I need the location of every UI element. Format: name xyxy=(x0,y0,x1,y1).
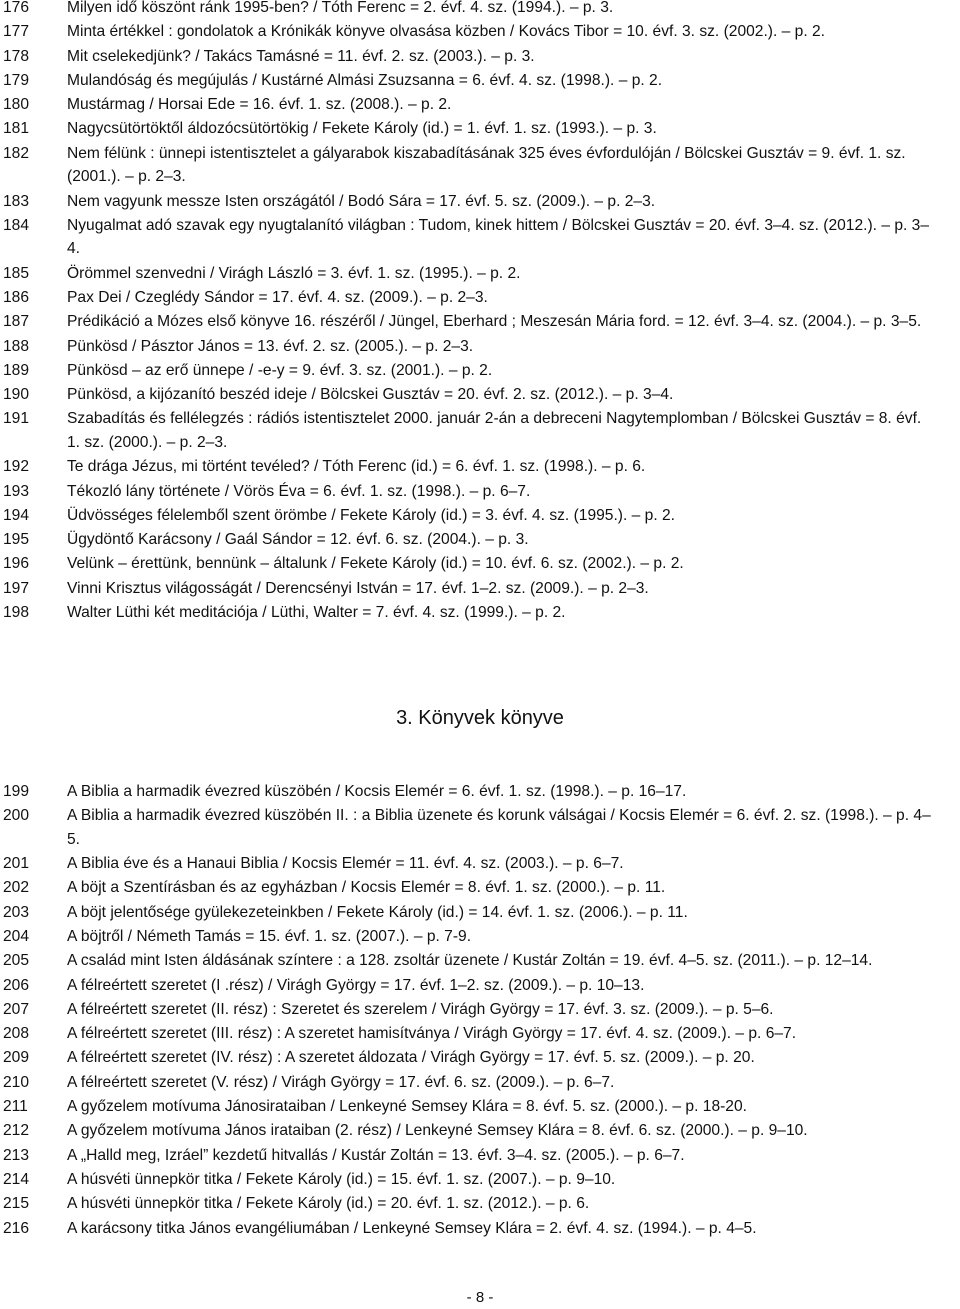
list-item xyxy=(0,214,960,261)
entry-number: 201 xyxy=(3,855,30,873)
entry-text: Nem vagyunk messze Isten országától / Bodó Sára = 17. évf. 5. sz. (2009.). – p. 2–3. xyxy=(67,192,656,210)
entry-text: A böjt a Szentírásban és az egyházban / Kocsis Elemér = 8. évf. 1. sz. (2000.). – p. 11. xyxy=(67,879,666,897)
entry-number: 196 xyxy=(3,555,30,573)
entry-number: 210 xyxy=(3,1073,30,1091)
list-item xyxy=(0,1095,960,1119)
entry-number: 212 xyxy=(3,1122,30,1140)
entry-number: 213 xyxy=(3,1146,30,1164)
list-item xyxy=(0,804,960,851)
entry-text: A böjtről / Németh Tamás = 15. évf. 1. sz. (2007.). – p. 7-9. xyxy=(67,927,472,945)
entry-text: Minta értékkel : gondolatok a Krónikák könyve olvasása közben / Kovács Tibor = 10. évf. 3. sz. (2002.). – p. 2. xyxy=(67,23,826,41)
entry-text: Örömmel szenvedni / Virágh László = 3. évf. 1. sz. (1995.). – p. 2. xyxy=(67,264,521,282)
entry-text: Nagycsütörtöktől áldozócsütörtökig / Fekete Károly (id.) = 1. évf. 1. sz. (1993.). – p. 3. xyxy=(67,120,657,138)
entry-number: 204 xyxy=(3,927,30,945)
entry-number: 200 xyxy=(3,807,30,825)
list-item xyxy=(0,1168,960,1192)
entry-text: A Biblia a harmadik évezred küszöbén II. : a Biblia üzenete és korunk válságai / Kocsis Elemér = 6. évf. 2. sz. (1998.). – p. 4–5. xyxy=(67,807,931,848)
entry-number: 205 xyxy=(3,952,30,970)
list-item xyxy=(0,480,960,504)
entry-number: 176 xyxy=(3,0,30,16)
entry-text: Pünkösd, a kijózanító beszéd ideje / Bölcskei Gusztáv = 20. évf. 2. sz. (2012.). – p. 3–4. xyxy=(67,386,674,404)
entry-text: Velünk – érettünk, bennünk – általunk / Fekete Károly (id.) = 10. évf. 6. sz. (2002.). – p. 2. xyxy=(67,555,684,573)
entry-number: 211 xyxy=(3,1098,28,1116)
list-item xyxy=(0,455,960,479)
entry-text: Vinni Krisztus világosságát / Derencsényi István = 17. évf. 1–2. sz. (2009.). – p. 2–3. xyxy=(67,579,649,597)
entry-text: Te drága Jézus, mi történt tevéled? / Tóth Ferenc (id.) = 6. évf. 1. sz. (1998.). – p. 6. xyxy=(67,458,646,476)
entry-text: A győzelem motívuma Jánosirataiban / Lenkeyné Semsey Klára = 8. évf. 5. sz. (2000.). – p. 18-20. xyxy=(67,1098,747,1116)
entry-number: 178 xyxy=(3,47,30,65)
entry-text: Nyugalmat adó szavak egy nyugtalanító világban : Tudom, kinek hittem / Bölcskei Gusztáv = 20. évf. 3–4. sz. (2012.). – p. 3–4. xyxy=(67,216,930,258)
entry-number: 193 xyxy=(3,482,30,500)
list-item xyxy=(0,69,960,93)
entry-text: Prédikáció a Mózes első könyve 16. részéről / Jüngel, Eberhard ; Meszesán Mária ford. = 12. évf. 3–4. sz. (2004.). – p. 3–5. xyxy=(67,313,922,331)
list-item xyxy=(0,310,960,334)
list-item xyxy=(0,93,960,117)
list-item xyxy=(0,1071,960,1095)
list-item xyxy=(0,45,960,69)
list-item xyxy=(0,974,960,998)
entry-number: 187 xyxy=(3,313,30,331)
entry-number: 182 xyxy=(3,144,30,162)
entry-text: A félreértett szeretet (V. rész) / Virágh György = 17. évf. 6. sz. (2009.). – p. 6–7. xyxy=(67,1073,615,1091)
entry-number: 194 xyxy=(3,506,30,524)
list-item xyxy=(0,925,960,949)
entry-number: 186 xyxy=(3,288,30,306)
entry-text: Pax Dei / Czeglédy Sándor = 17. évf. 4. sz. (2009.). – p. 2–3. xyxy=(67,288,488,306)
list-item xyxy=(0,262,960,286)
list-item xyxy=(0,359,960,383)
entry-text: Mulandóság és megújulás / Kustárné Almási Zsuzsanna = 6. évf. 4. sz. (1998.). – p. 2. xyxy=(67,71,663,89)
entry-number: 181 xyxy=(3,120,30,138)
entry-text: Mustármag / Horsai Ede = 16. évf. 1. sz. (2008.). – p. 2. xyxy=(67,96,452,114)
entry-text: Üdvösséges félelemből szent örömbe / Fekete Károly (id.) = 3. évf. 4. sz. (1995.). – p. 2. xyxy=(67,506,676,524)
entry-text: Walter Lüthi két meditációja / Lüthi, Walter = 7. évf. 4. sz. (1999.). – p. 2. xyxy=(67,604,566,622)
entry-text: A böjt jelentősége gyülekezeteinkben / Fekete Károly (id.) = 14. évf. 1. sz. (2006.). – p. 11. xyxy=(67,903,688,921)
list-item xyxy=(0,1192,960,1216)
entry-number: 209 xyxy=(3,1049,30,1067)
list-item xyxy=(0,1046,960,1070)
list-item xyxy=(0,1119,960,1143)
list-item xyxy=(0,383,960,407)
entry-text: A húsvéti ünnepkör titka / Fekete Károly (id.) = 15. évf. 1. sz. (2007.). – p. 9–10. xyxy=(67,1170,616,1188)
list-item xyxy=(0,876,960,900)
entry-text: A félreértett szeretet (II. rész) : Szeretet és szerelem / Virágh György = 17. évf. 3. sz. (2009.). – p. 5–6. xyxy=(67,1000,774,1018)
entry-text: A karácsony titka János evangéliumában / Lenkeyné Semsey Klára = 2. évf. 4. sz. (1994.). – p. 4–5. xyxy=(67,1219,757,1237)
list-item xyxy=(0,20,960,44)
list-item xyxy=(0,949,960,973)
entry-text: Milyen idő köszönt ránk 1995-ben? / Tóth Ferenc = 2. évf. 4. sz. (1994.). – p. 3. xyxy=(67,0,614,16)
entry-text: A félreértett szeretet (IV. rész) : A szeretet áldozata / Virágh György = 17. évf. 5. sz. (2009.). – p. 20. xyxy=(67,1049,755,1067)
entry-number: 202 xyxy=(3,879,30,897)
entry-text: Pünkösd / Pásztor János = 13. évf. 2. sz. (2005.). – p. 2–3. xyxy=(67,337,474,355)
entry-number: 203 xyxy=(3,903,30,921)
entry-text: Pünkösd – az erő ünnepe / -e-y = 9. évf. 3. sz. (2001.). – p. 2. xyxy=(67,361,493,379)
bibliography-list-section-3 xyxy=(0,780,960,1241)
entry-number: 208 xyxy=(3,1025,30,1043)
entry-text: A félreértett szeretet (III. rész) : A szeretet hamisítványa / Virágh György = 17. évf. 4. sz. (2009.). – p. 6–7. xyxy=(67,1025,797,1043)
entry-number: 215 xyxy=(3,1195,30,1213)
list-item xyxy=(0,780,960,804)
entry-number: 185 xyxy=(3,264,30,282)
list-item xyxy=(0,117,960,141)
list-item xyxy=(0,504,960,528)
entry-text: A húsvéti ünnepkör titka / Fekete Károly (id.) = 20. évf. 1. sz. (2012.). – p. 6. xyxy=(67,1195,590,1213)
entry-number: 184 xyxy=(3,216,30,234)
entry-number: 216 xyxy=(3,1219,30,1237)
entry-number: 189 xyxy=(3,361,30,379)
list-item xyxy=(0,577,960,601)
list-item xyxy=(0,852,960,876)
list-item xyxy=(0,901,960,925)
entry-number: 190 xyxy=(3,386,30,404)
entry-number: 206 xyxy=(3,976,30,994)
entry-number: 195 xyxy=(3,531,30,549)
list-item xyxy=(0,1022,960,1046)
list-item xyxy=(0,190,960,214)
entry-text: Nem félünk : ünnepi istentisztelet a gályarabok kiszabadításának 325 éves évfordulóján / Bölcskei Gusztáv = 9. évf. 1. sz. (2001.). – p. 2–3. xyxy=(67,144,906,186)
bibliography-list-section-2 xyxy=(0,0,960,625)
entry-number: 180 xyxy=(3,96,30,114)
list-item xyxy=(0,1217,960,1241)
entry-text: Ügydöntő Karácsony / Gaál Sándor = 12. évf. 6. sz. (2004.). – p. 3. xyxy=(67,531,529,549)
entry-number: 197 xyxy=(3,579,30,597)
list-item xyxy=(0,552,960,576)
page-number: - 8 - xyxy=(466,1289,494,1306)
entry-text: A Biblia éve és a Hanaui Biblia / Kocsis Elemér = 11. évf. 4. sz. (2003.). – p. 6–7. xyxy=(67,855,624,873)
entry-text: A „Halld meg, Izráel” kezdetű hitvallás / Kustár Zoltán = 13. évf. 3–4. sz. (2005.). – p. 6–7. xyxy=(67,1146,685,1164)
list-item xyxy=(0,142,960,189)
entry-text: Szabadítás és fellélegzés : rádiós istentisztelet 2000. január 2-án a debreceni Nagytemplomban / Bölcskei Gusztáv = 8. évf. 1. sz. (2000.). – p. 2–3. xyxy=(67,410,922,451)
entry-number: 198 xyxy=(3,604,30,622)
entry-text: A győzelem motívuma János irataiban (2. rész) / Lenkeyné Semsey Klára = 8. évf. 6. sz. (2000.). – p. 9–10. xyxy=(67,1122,808,1140)
entry-number: 207 xyxy=(3,1000,30,1018)
entry-text: Mit cselekedjünk? / Takács Tamásné = 11. évf. 2. sz. (2003.). – p. 3. xyxy=(67,47,535,65)
list-item xyxy=(0,998,960,1022)
entry-text: Tékozló lány története / Vörös Éva = 6. évf. 1. sz. (1998.). – p. 6–7. xyxy=(67,482,531,500)
list-item xyxy=(0,601,960,625)
list-item xyxy=(0,286,960,310)
entry-number: 177 xyxy=(3,23,30,41)
entry-number: 191 xyxy=(3,410,30,428)
list-item xyxy=(0,0,960,20)
entry-number: 192 xyxy=(3,458,30,476)
list-item xyxy=(0,407,960,454)
entry-number: 183 xyxy=(3,192,30,210)
entry-text: A Biblia a harmadik évezred küszöbén / Kocsis Elemér = 6. évf. 1. sz. (1998.). – p. 16–17. xyxy=(67,783,687,800)
entry-number: 199 xyxy=(3,783,30,800)
section-heading: 3. Könyvek könyve xyxy=(396,707,564,729)
entry-number: 214 xyxy=(3,1170,30,1188)
entry-text: A család mint Isten áldásának színtere : a 128. zsoltár üzenete / Kustár Zoltán = 19. évf. 4–5. sz. (2011.). – p. 12–14. xyxy=(67,952,873,970)
list-item xyxy=(0,528,960,552)
entry-number: 188 xyxy=(3,337,30,355)
list-item xyxy=(0,335,960,359)
entry-text: A félreértett szeretet (I .rész) / Virágh György = 17. évf. 1–2. sz. (2009.). – p. 10–13. xyxy=(67,976,645,994)
list-item xyxy=(0,1144,960,1168)
entry-number: 179 xyxy=(3,71,30,89)
